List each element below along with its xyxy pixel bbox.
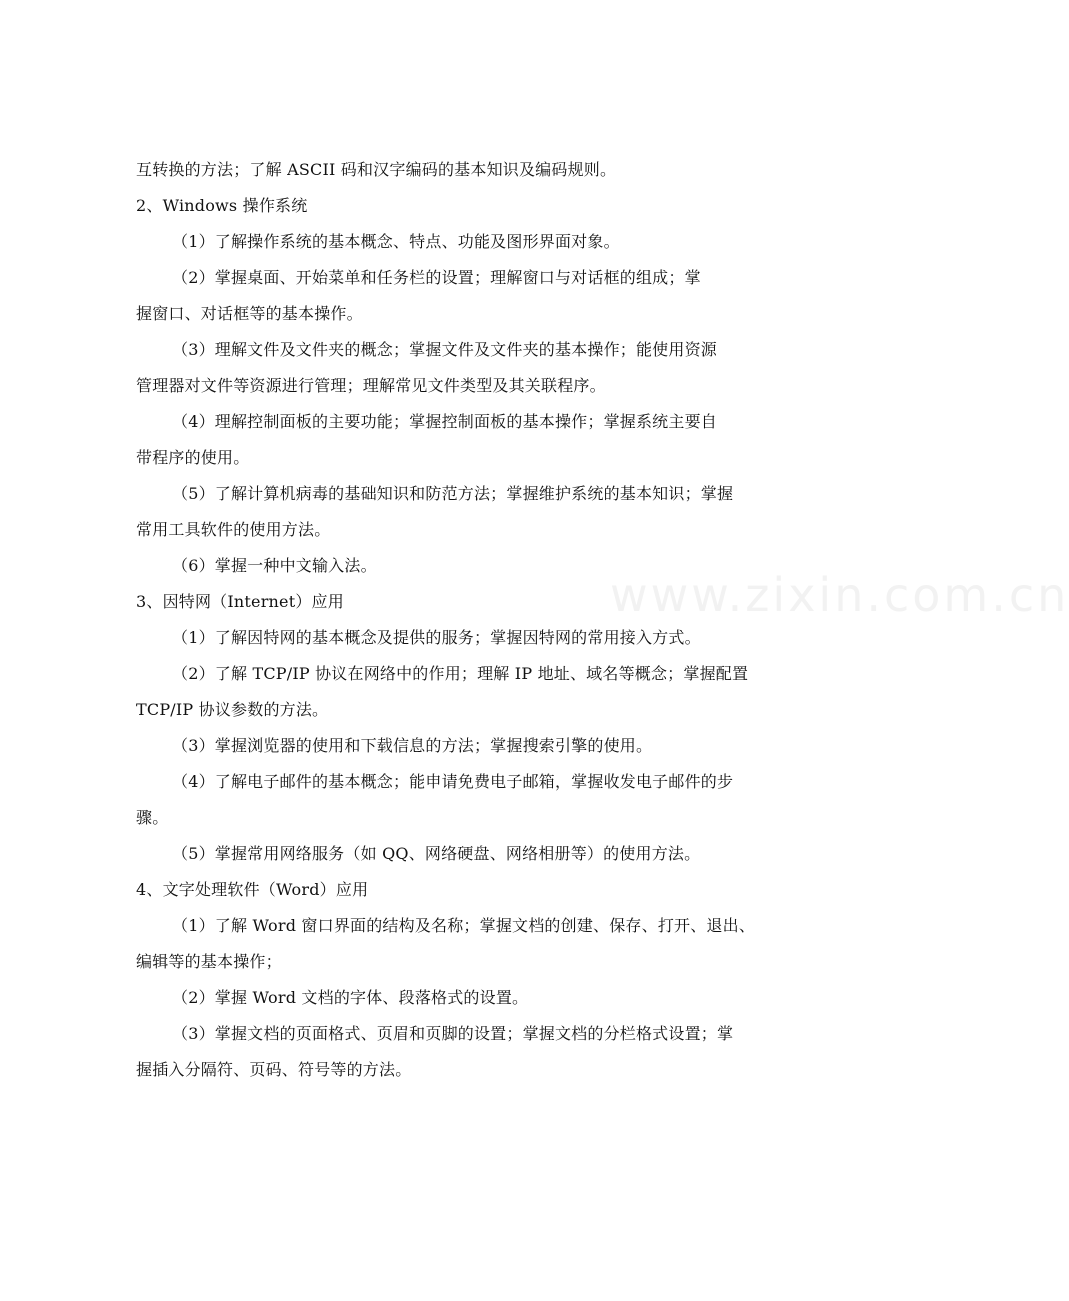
list-item: （3）掌握文档的页面格式、页眉和页脚的设置；掌握文档的分栏格式设置；掌 [172,1024,734,1043]
list-item: （2）了解 TCP/IP 协议在网络中的作用；理解 IP 地址、域名等概念；掌握配置 [172,664,749,683]
text-line: 常用工具软件的使用方法。 [136,520,331,539]
section-heading: 4、文字处理软件（Word）应用 [136,880,369,899]
list-item: （2）掌握 Word 文档的字体、段落格式的设置。 [172,988,529,1007]
list-item: （3）理解文件及文件夹的概念；掌握文件及文件夹的基本操作；能使用资源 [172,340,717,359]
list-item: （6）掌握一种中文输入法。 [172,556,377,575]
text-line: 管理器对文件等资源进行管理；理解常见文件类型及其关联程序。 [136,376,606,395]
list-item: （3）掌握浏览器的使用和下载信息的方法；掌握搜索引擎的使用。 [172,736,653,755]
list-item: （5）掌握常用网络服务（如 QQ、网络硬盘、网络相册等）的使用方法。 [172,844,701,863]
watermark: www.zixin.com.cn [610,568,1069,622]
list-item: （2）掌握桌面、开始菜单和任务栏的设置；理解窗口与对话框的组成；掌 [172,268,701,287]
section-heading: 3、因特网（Internet）应用 [136,592,344,611]
text-line: 握窗口、对话框等的基本操作。 [136,304,363,323]
text-line: 带程序的使用。 [136,448,250,467]
section-heading: 2、Windows 操作系统 [136,196,308,215]
text-line: 握插入分隔符、页码、符号等的方法。 [136,1060,412,1079]
text-line: 互转换的方法；了解 ASCII 码和汉字编码的基本知识及编码规则。 [136,160,617,179]
list-item: （5）了解计算机病毒的基础知识和防范方法；掌握维护系统的基本知识；掌握 [172,484,734,503]
list-item: （1）了解操作系统的基本概念、特点、功能及图形界面对象。 [172,232,620,251]
list-item: （4）了解电子邮件的基本概念；能申请免费电子邮箱，掌握收发电子邮件的步 [172,772,734,791]
list-item: （1）了解因特网的基本概念及提供的服务；掌握因特网的常用接入方式。 [172,628,701,647]
list-item: （4）理解控制面板的主要功能；掌握控制面板的基本操作；掌握系统主要自 [172,412,717,431]
list-item: （1）了解 Word 窗口界面的结构及名称；掌握文档的创建、保存、打开、退出、 [172,916,756,935]
text-line: TCP/IP 协议参数的方法。 [136,700,329,719]
text-line: 骤。 [136,808,169,827]
document-body [136,152,786,1088]
text-line: 编辑等的基本操作； [136,952,282,971]
